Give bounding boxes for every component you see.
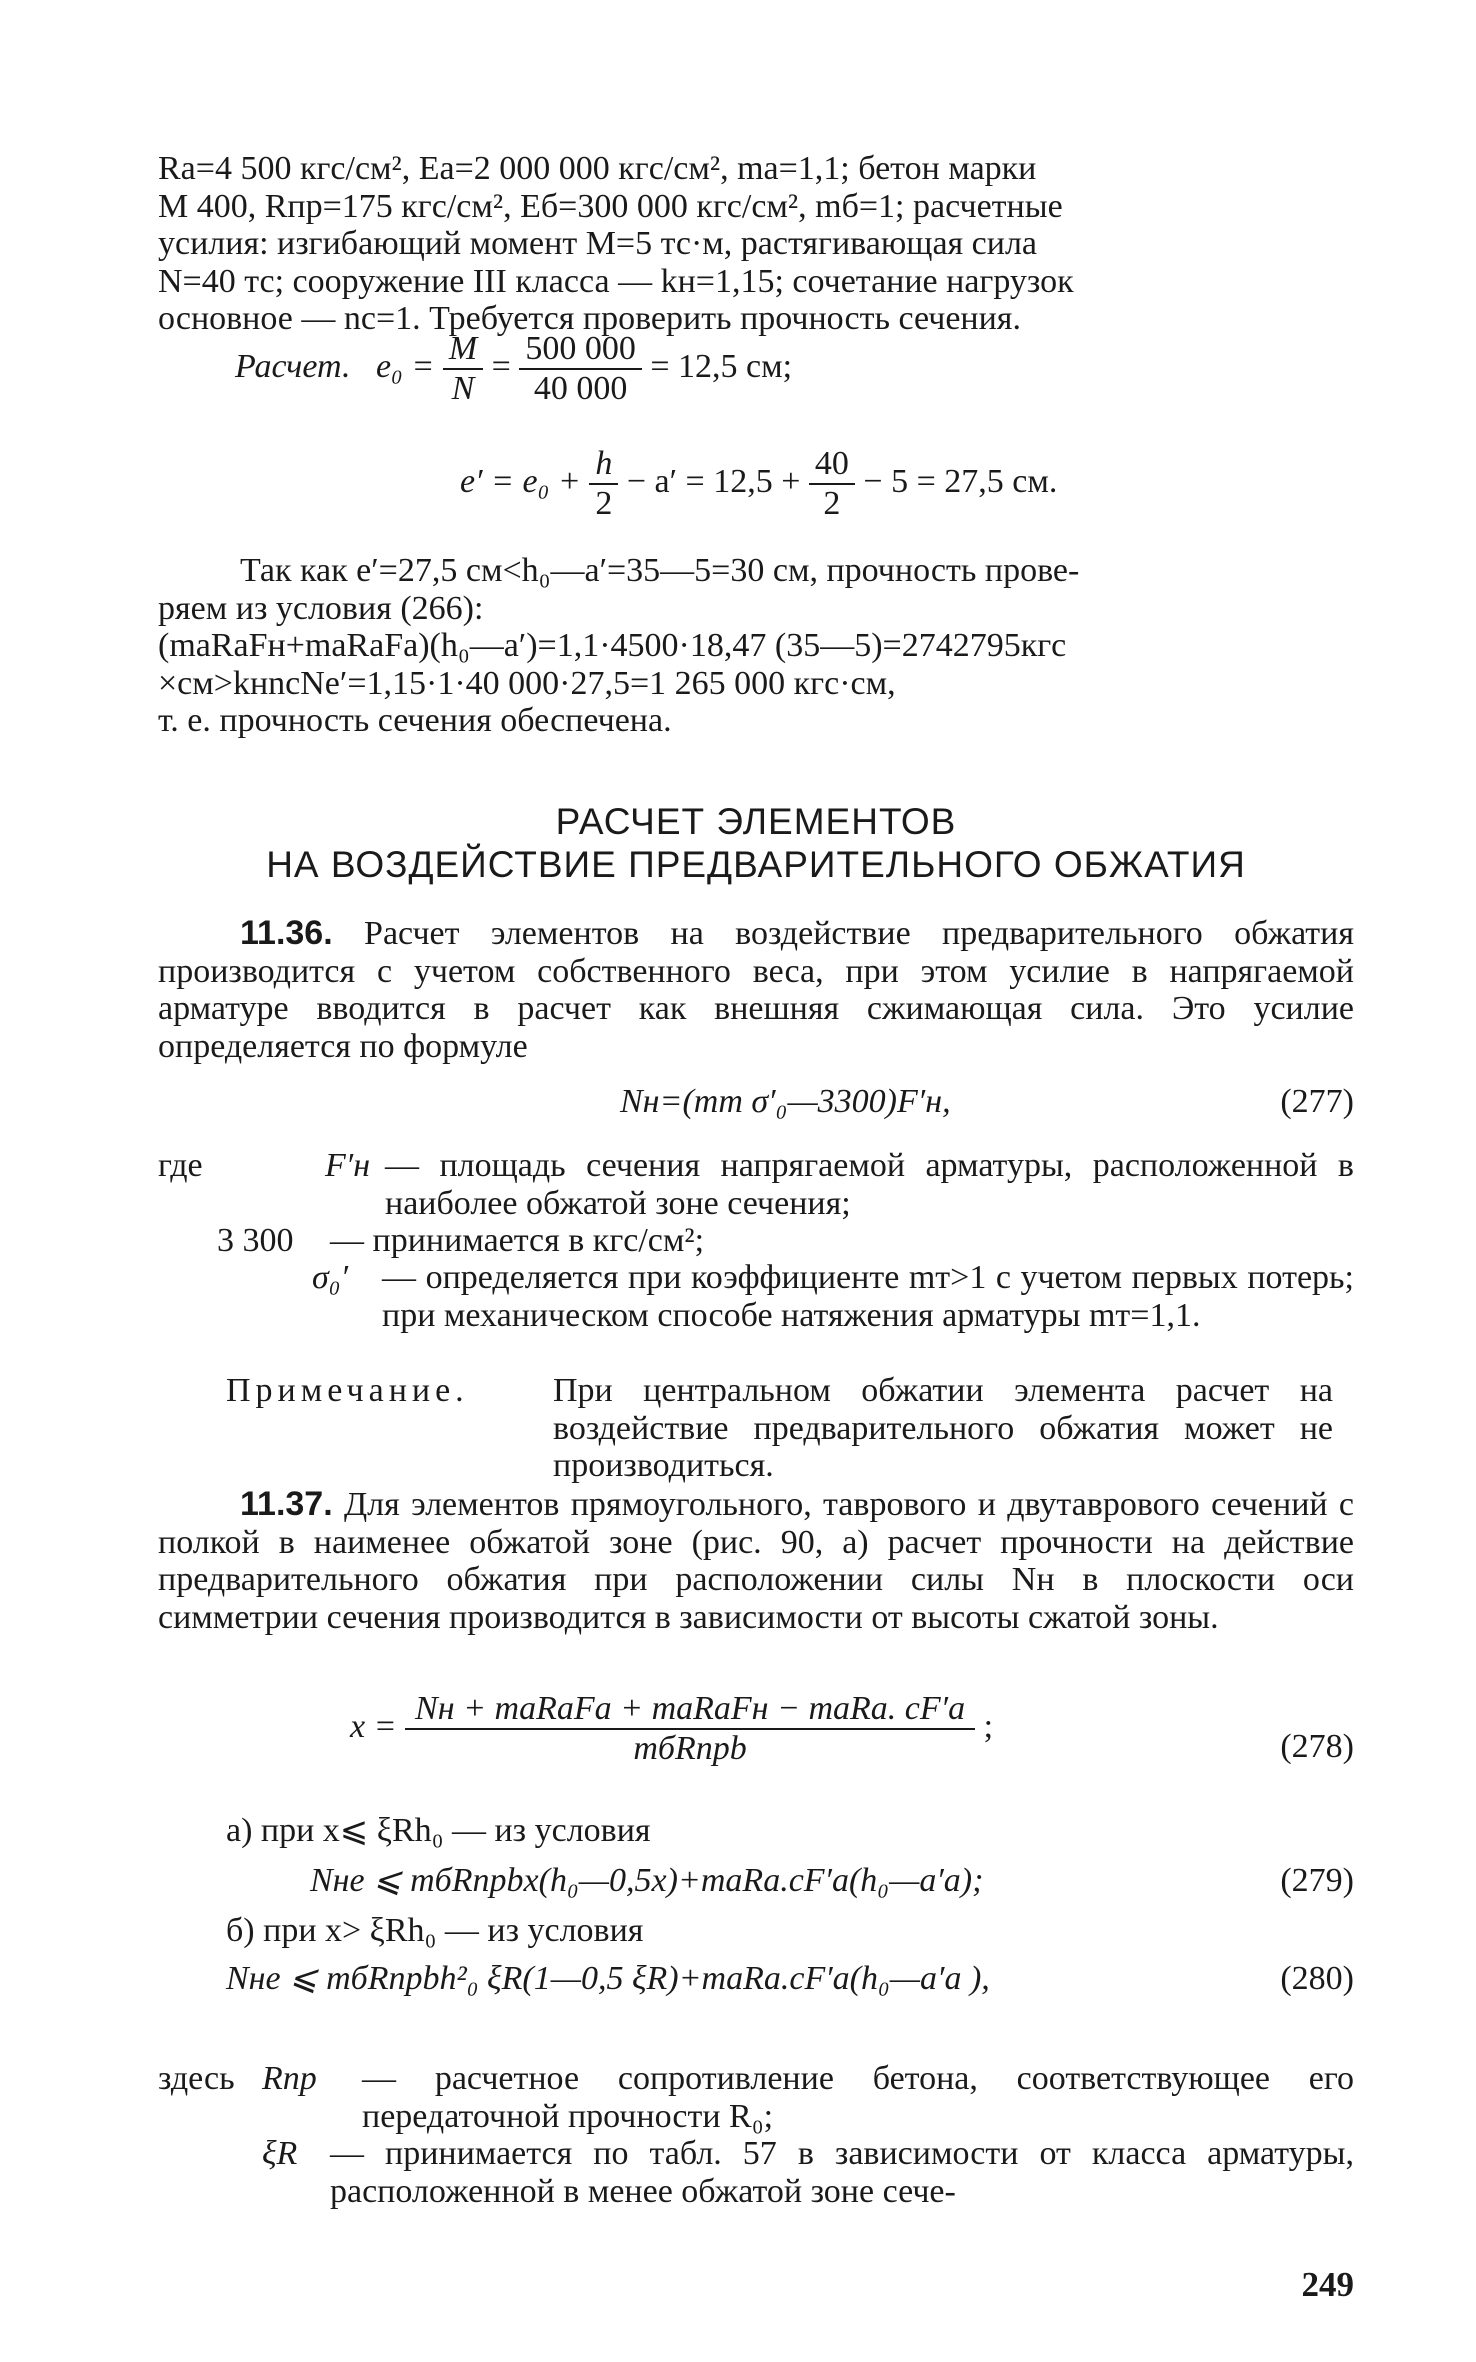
fraction-numerator: Nн + mаRаFа + mаRаFн − mаRа. сF′а bbox=[405, 1690, 975, 1730]
symbol-text: Rпр bbox=[262, 2060, 317, 2097]
paragraph-11-36 bbox=[158, 915, 1354, 1065]
paragraph-number: 11.37. bbox=[240, 1485, 333, 1523]
heading-line: РАСЧЕТ ЭЛЕМЕНТОВ bbox=[555, 801, 957, 842]
case-b-text: б) при x> ξRh₀ — из условия bbox=[226, 1912, 644, 1949]
fraction-denominator: 40 000 bbox=[533, 370, 628, 407]
equation-number: (277) bbox=[1280, 1083, 1354, 1120]
fraction-denominator: 2 bbox=[823, 485, 841, 522]
check-line: ряем из условия (266): bbox=[158, 589, 484, 627]
calc-e-prime-formula bbox=[460, 445, 1057, 523]
definition-text: — принимается в кгс/см²; bbox=[330, 1222, 705, 1259]
check-line: (mаRаFн+mаRаFа)(h₀—a′)=1,1·4500·18,47 (35—5)=2742795кгс bbox=[158, 627, 1067, 664]
fraction-denominator: N bbox=[451, 370, 475, 407]
fraction-numerator: 40 bbox=[809, 445, 855, 485]
where-label: где bbox=[158, 1147, 203, 1184]
case-a-text: а) при x⩽ ξRh₀ — из условия bbox=[226, 1812, 651, 1849]
heading-line: НА ВОЗДЕЙСТВИЕ ПРЕДВАРИТЕЛЬНОГО ОБЖАТИЯ bbox=[266, 844, 1246, 885]
page-number: 249 bbox=[1301, 2265, 1354, 2304]
equation-number: (280) bbox=[1280, 1960, 1354, 1997]
fraction-denominator: mбRпрb bbox=[633, 1730, 747, 1767]
symbol-text: F′н bbox=[325, 1147, 371, 1184]
definition-symbol bbox=[325, 1147, 370, 1185]
calc-e0-formula bbox=[235, 330, 792, 408]
check-line: Так как e′=27,5 см<h₀—a′=35—5=30 см, прочность прове- bbox=[240, 552, 1080, 589]
definition-text: — расчетное сопротивление бетона, соответствующее его передаточной прочности R₀; bbox=[362, 2060, 1354, 2135]
formula-expression: Nнe ⩽ mбRпрbx(h₀—0,5x)+mаRа.сF′а(h₀—a′а); bbox=[310, 1862, 984, 1899]
intro-paragraph bbox=[158, 150, 1354, 338]
fraction-278 bbox=[405, 1690, 975, 1768]
formula-279 bbox=[310, 1862, 983, 1900]
intro-line: М 400, Rпр=175 кгс/см², Eб=300 000 кгс/см², mб=1; расчетные bbox=[158, 187, 1063, 225]
formula-expression: Nн=(mт σ′₀—3300)F′н, bbox=[620, 1083, 951, 1120]
check-line: ×см>kнnсNe′=1,15·1·40 000·27,5=1 265 000 кгс·см, bbox=[158, 664, 896, 702]
fraction-numerator: 500 000 bbox=[519, 330, 642, 370]
check-line: т. е. прочность сечения обеспечена. bbox=[158, 702, 672, 739]
fraction-numeric bbox=[519, 330, 642, 408]
equation-number: (279) bbox=[1280, 1862, 1354, 1899]
intro-line: основное — nс=1. Требуется проверить прочность сечения. bbox=[158, 300, 1021, 337]
paragraph-text: Для элементов прямоугольного, таврового и двутаврового сечений с полкой в наименее обжатой зоне (рис. 90, а) расчет прочности на действие предварительного обжатия при расположении силы Nн в плоскости оси симметрии сечения производится в зависимости от высоты сжатой зоны. bbox=[158, 1486, 1355, 1636]
formula-278 bbox=[350, 1690, 993, 1768]
fraction-numerator: h bbox=[589, 445, 618, 485]
section-heading bbox=[158, 800, 1354, 886]
formula-lhs: x = bbox=[350, 1707, 397, 1745]
intro-line: усилия: изгибающий момент M=5 тс·м, растягивающая сила bbox=[158, 225, 1038, 262]
e0-lhs: e₀ = bbox=[375, 347, 435, 385]
symbol-text: ξR bbox=[262, 2135, 298, 2172]
e-prime-result: − 5 = 27,5 см. bbox=[863, 462, 1058, 500]
symbol-text: σ₀′ bbox=[312, 1259, 349, 1296]
fraction-denominator: 2 bbox=[595, 485, 613, 522]
note-text: При центральном обжатии элемента расчет на воздействие предварительного обжатия может не производиться. bbox=[553, 1372, 1333, 1484]
fraction-h-over-2 bbox=[589, 445, 618, 523]
paragraph-text: Расчет элементов на воздействие предварительного обжатия производится с учетом собственного веса, при этом усилие в напрягаемой арматуре вводится в расчет как внешняя сжимающая сила. Это усилие определяется по формуле bbox=[158, 915, 1355, 1065]
paragraph-11-37 bbox=[158, 1486, 1354, 1636]
definition-text: — принимается по табл. 57 в зависимости от класса арматуры, расположенной в менее обжатой зоне сече- bbox=[330, 2135, 1354, 2210]
definition-text: — определяется при коэффициенте mт>1 с учетом первых потерь; при механическом способе натяжения арматуры mт=1,1. bbox=[382, 1259, 1354, 1334]
here-label: здесь bbox=[158, 2060, 235, 2097]
equation-number: (278) bbox=[1280, 1728, 1354, 1765]
formula-277 bbox=[620, 1083, 951, 1121]
definition-text: — площадь сечения напрягаемой арматуры, расположенной в наиболее обжатой зоне сечения; bbox=[385, 1147, 1354, 1222]
paragraph-number: 11.36. bbox=[240, 914, 333, 952]
calc-label: Расчет. bbox=[235, 347, 351, 385]
note-label: Примечание. bbox=[226, 1372, 469, 1409]
intro-line: N=40 тс; сооружение III класса — kн=1,15; сочетание нагрузок bbox=[158, 262, 1074, 300]
fraction-numerator: M bbox=[443, 330, 483, 370]
fraction-40-over-2 bbox=[809, 445, 855, 523]
definition-symbol bbox=[262, 2135, 297, 2173]
definition-symbol: 3 300 bbox=[217, 1222, 294, 1259]
e0-result: = 12,5 см; bbox=[650, 347, 793, 385]
equals-sign: = bbox=[491, 347, 511, 385]
definition-symbol bbox=[312, 1259, 348, 1297]
e-prime-lhs: e′ = e₀ + bbox=[460, 462, 581, 500]
definition-symbol bbox=[262, 2060, 317, 2098]
strength-check-paragraph bbox=[158, 552, 1354, 740]
formula-expression: Nнe ⩽ mбRпрbh²₀ ξR(1—0,5 ξR)+mаRа.сF′а(h₀—a′а ), bbox=[226, 1960, 990, 1997]
fraction-m-over-n bbox=[443, 330, 483, 408]
formula-tail: ; bbox=[983, 1707, 994, 1745]
intro-line: Rа=4 500 кгс/см², Eа=2 000 000 кгс/см², mа=1,1; бетон марки bbox=[158, 150, 1037, 187]
e-prime-middle: − a′ = 12,5 + bbox=[626, 462, 801, 500]
formula-280 bbox=[226, 1960, 990, 1998]
